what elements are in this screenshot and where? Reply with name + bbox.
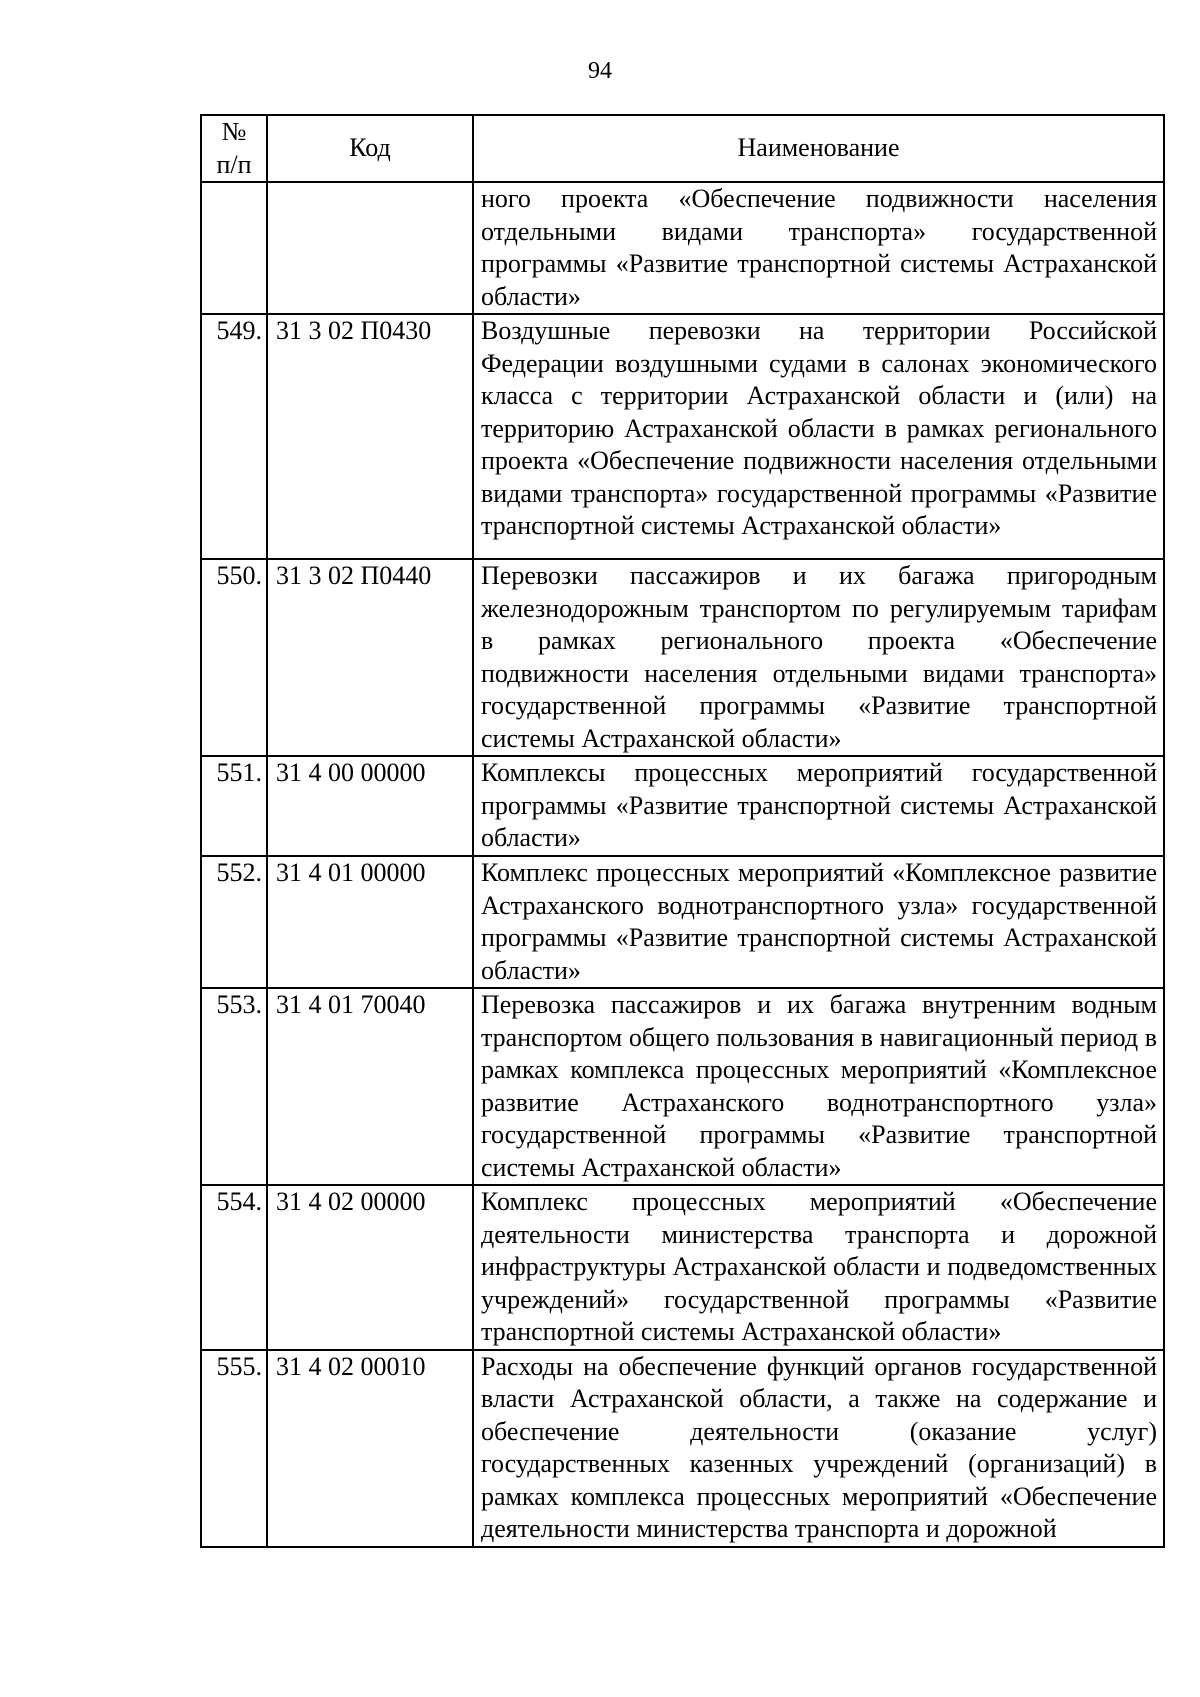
row-code bbox=[267, 182, 473, 314]
header-number-symbol: № bbox=[221, 117, 247, 146]
table-row bbox=[201, 756, 1164, 856]
row-code: 31 3 02 П0440 bbox=[267, 559, 473, 756]
row-code: 31 4 00 00000 bbox=[267, 756, 473, 856]
table-row bbox=[201, 856, 1164, 988]
row-number: 549. bbox=[201, 314, 267, 559]
row-name: Воздушные перевозки на территории Российской Федерации воздушными судами в салонах экономического класса с территории Астраханской области и (или) на территорию Астраханской области в рамках регионального проекта «Обеспечение подвижности населения отдельными видами транспорта» государственной программы «Развитие транспортной системы Астраханской области» bbox=[473, 314, 1164, 559]
row-name: Перевозки пассажиров и их багажа пригородным железнодорожным транспортом по регулируемым тарифам в рамках регионального проекта «Обеспечение подвижности населения отдельными видами транспорта» государственной программы «Развитие транспортной системы Астраханской области» bbox=[473, 559, 1164, 756]
header-number-abbr: п/п bbox=[216, 149, 252, 179]
header-number bbox=[201, 115, 267, 182]
row-name: Расходы на обеспечение функций органов государственной власти Астраханской области, а также на содержание и обеспечение деятельности (оказание услуг) государственных казенных учреждений (организаций) в рамках комплекса процессных мероприятий «Обеспечение деятельности министерства транспорта и дорожной bbox=[473, 1350, 1164, 1547]
page-number: 94 bbox=[588, 58, 612, 84]
table-row bbox=[201, 1185, 1164, 1350]
header-name: Наименование bbox=[473, 115, 1164, 182]
row-code: 31 3 02 П0430 bbox=[267, 314, 473, 559]
row-code: 31 4 01 00000 bbox=[267, 856, 473, 988]
header-code: Код bbox=[267, 115, 473, 182]
row-number: 552. bbox=[201, 856, 267, 988]
row-number: 550. bbox=[201, 559, 267, 756]
table-header-row bbox=[201, 115, 1164, 182]
row-name: Перевозка пассажиров и их багажа внутренним водным транспортом общего пользования в навигационный период в рамках комплекса процессных мероприятий «Комплексное развитие Астраханского воднотранспортного узла» государственной программы «Развитие транспортной системы Астраханской области» bbox=[473, 988, 1164, 1185]
classification-table bbox=[200, 114, 1165, 1548]
row-number: 555. bbox=[201, 1350, 267, 1547]
row-number: 553. bbox=[201, 988, 267, 1185]
table-row bbox=[201, 182, 1164, 314]
table-row bbox=[201, 559, 1164, 756]
row-code: 31 4 02 00000 bbox=[267, 1185, 473, 1350]
row-code: 31 4 01 70040 bbox=[267, 988, 473, 1185]
row-name: Комплексы процессных мероприятий государственной программы «Развитие транспортной системы Астраханской области» bbox=[473, 756, 1164, 856]
row-number: 554. bbox=[201, 1185, 267, 1350]
row-name: Комплекс процессных мероприятий «Обеспечение деятельности министерства транспорта и дорожной инфраструктуры Астраханской области и подведомственных учреждений» государственной программы «Развитие транспортной системы Астраханской области» bbox=[473, 1185, 1164, 1350]
table-row bbox=[201, 988, 1164, 1185]
table-row bbox=[201, 314, 1164, 559]
row-name: Комплекс процессных мероприятий «Комплексное развитие Астраханского воднотранспортного узла» государственной программы «Развитие транспортной системы Астраханской области» bbox=[473, 856, 1164, 988]
row-code: 31 4 02 00010 bbox=[267, 1350, 473, 1547]
table-row bbox=[201, 1350, 1164, 1547]
row-name: ного проекта «Обеспечение подвижности населения отдельными видами транспорта» государственной программы «Развитие транспортной системы Астраханской области» bbox=[473, 182, 1164, 314]
row-number bbox=[201, 182, 267, 314]
row-number: 551. bbox=[201, 756, 267, 856]
